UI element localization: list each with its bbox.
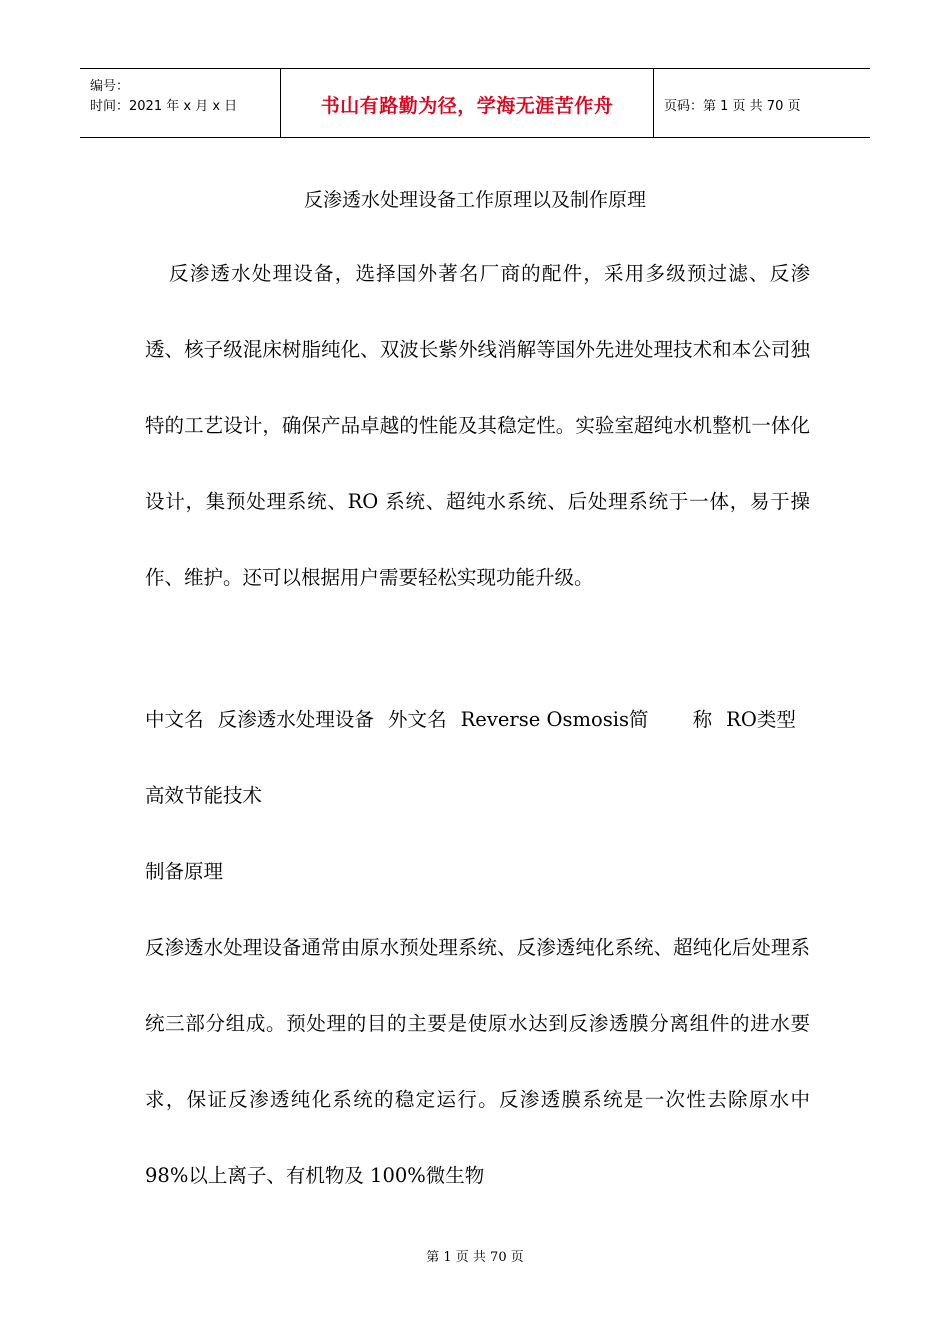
time-label: 时间：	[90, 99, 130, 114]
cn-name-value: 反渗透水处理设备	[217, 708, 374, 731]
body-paragraph: 反渗透水处理设备通常由原水预处理系统、反渗透纯化系统、超纯化后处理系统三部分组成。预处理的目的主要是使原水达到反渗透膜分离组件的进水要求，保证反渗透纯化系统的稳定运行。反渗透膜系统是一次性去除原水中 98%以上离子、有机物及 100%微生物	[145, 936, 810, 1187]
intro-paragraph: 反渗透水处理设备，选择国外著名厂商的配件，采用多级预过滤、反渗透、核子级混床树脂纯化、双波长紫外线消解等国外先进处理技术和本公司独特的工艺设计，确保产品卓越的性能及其稳定性。实验室超纯水机整机一体化设计，集预处理系统、RO 系统、超纯水系统、后处理系统于一体，易于操作、维护。还可以根据用户需要轻松实现功能升级。	[145, 262, 810, 589]
abbr-label-1: 简	[628, 708, 649, 731]
en-name-label: 外文名	[387, 708, 447, 731]
serial-number-label: 编号：	[90, 79, 130, 94]
page-code: 页码：第 1 页 共 70 页	[664, 99, 801, 114]
header-page-cell	[654, 69, 870, 137]
type-value: 高效节能技术	[145, 784, 263, 807]
time-line	[90, 95, 237, 114]
abbr-value: RO	[726, 708, 757, 731]
cn-name-label: 中文名	[145, 708, 204, 731]
document-title: 反渗透水处理设备工作原理以及制作原理	[303, 189, 646, 211]
header-info-cell	[80, 69, 281, 137]
type-label: 类型	[756, 708, 796, 731]
meta-info-paragraph	[145, 682, 810, 834]
time-value: 2021 年 x 月 x 日	[129, 99, 238, 114]
page-footer: 第 1 页 共 70 页	[426, 1250, 524, 1265]
motto-text: 书山有路勤为径，学海无涯苦作舟	[320, 95, 614, 117]
section-heading: 制备原理	[145, 860, 224, 883]
header-motto-cell	[281, 69, 654, 137]
abbr-label-2: 称	[692, 708, 713, 731]
en-name-value: Reverse Osmosis	[460, 708, 629, 731]
document-header	[80, 68, 870, 138]
